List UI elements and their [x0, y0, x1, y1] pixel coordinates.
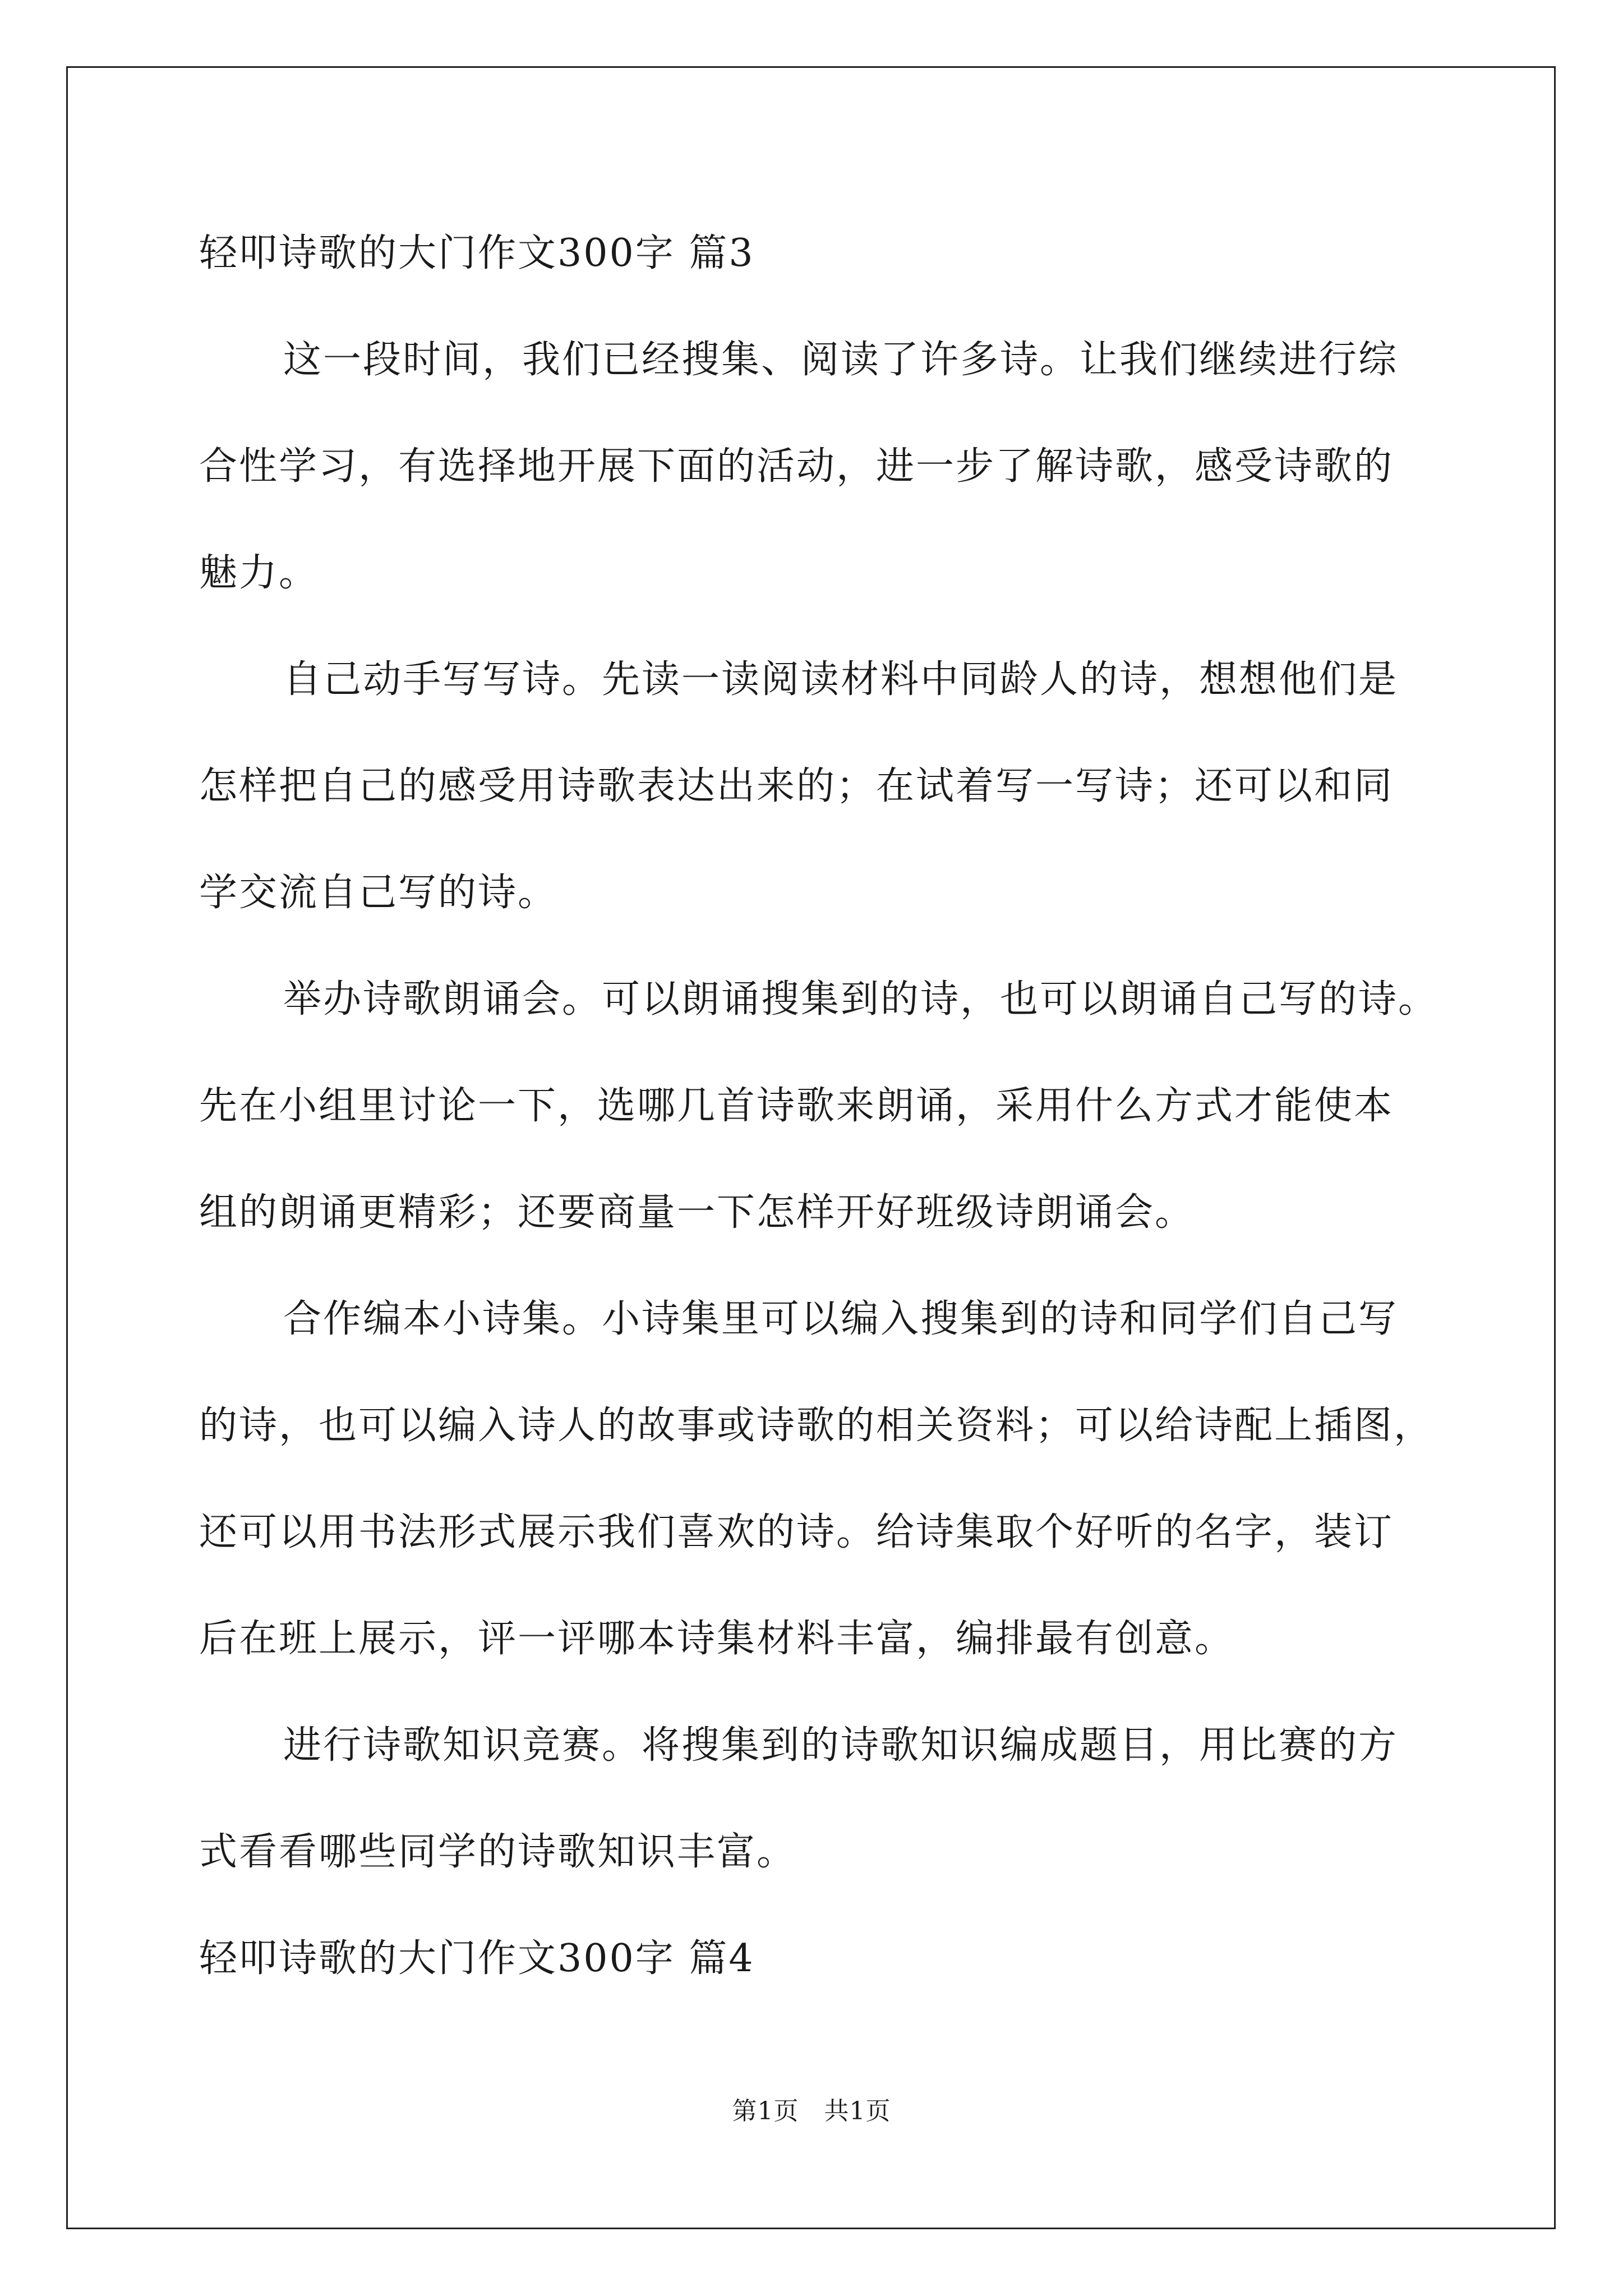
paragraph-line: 还可以用书法形式展示我们喜欢的诗。给诗集取个好听的名字，装订: [199, 1510, 1394, 1554]
paragraph-line: 魅力。: [199, 551, 319, 595]
paragraph-line: 后在班上展示，评一评哪本诗集材料丰富，编排最有创意。: [199, 1617, 1235, 1661]
paragraph-line: 自己动手写写诗。先读一读阅读材料中同龄人的诗，想想他们是: [283, 657, 1399, 702]
paragraph-line: 合性学习，有选择地开展下面的活动，进一步了解诗歌，感受诗歌的: [199, 444, 1394, 489]
paragraph-line: 进行诗歌知识竞赛。将搜集到的诗歌知识编成题目，用比赛的方: [283, 1723, 1399, 1768]
page-border: [66, 66, 1556, 2229]
paragraph-line: 组的朗诵更精彩；还要商量一下怎样开好班级诗朗诵会。: [199, 1190, 1195, 1235]
paragraph-line: 的诗，也可以编入诗人的故事或诗歌的相关资料；可以给诗配上插图，: [199, 1404, 1434, 1448]
paragraph-line: 先在小组里讨论一下，选哪几首诗歌来朗诵，采用什么方式才能使本: [199, 1084, 1394, 1128]
paragraph-line: 合作编本小诗集。小诗集里可以编入搜集到的诗和同学们自己写: [283, 1297, 1399, 1341]
paragraph-line: 式看看哪些同学的诗歌知识丰富。: [199, 1830, 797, 1874]
section-heading: 轻叩诗歌的大门作文300字 篇4: [199, 1936, 755, 1981]
section-heading: 轻叩诗歌的大门作文300字 篇3: [199, 231, 755, 275]
paragraph-line: 这一段时间，我们已经搜集、阅读了许多诗。让我们继续进行综: [283, 338, 1399, 382]
paragraph-line: 怎样把自己的感受用诗歌表达出来的；在试着写一写诗；还可以和同: [199, 764, 1394, 808]
paragraph-line: 学交流自己写的诗。: [199, 871, 558, 915]
page-footer: 第1页 共1页: [732, 2097, 891, 2125]
paragraph-line: 举办诗歌朗诵会。可以朗诵搜集到的诗，也可以朗诵自己写的诗。: [283, 977, 1438, 1022]
